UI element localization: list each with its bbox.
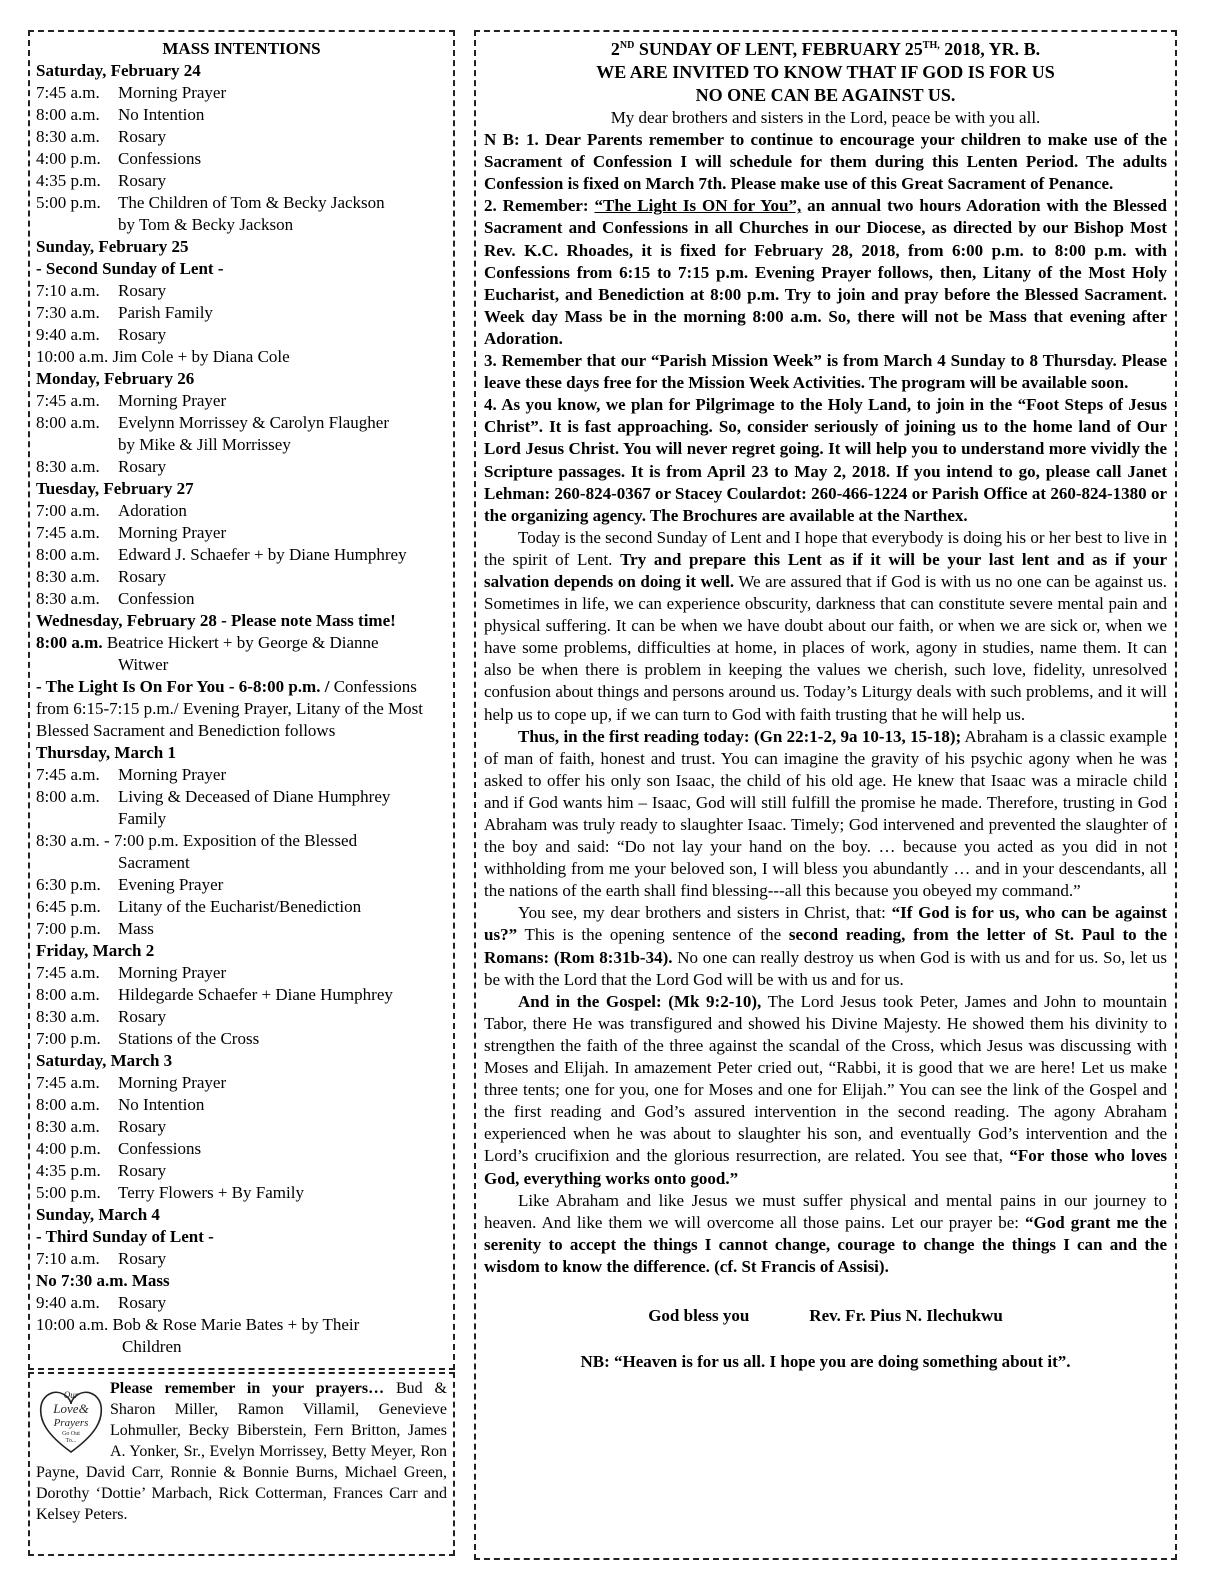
intention-entry: 8:30 a.m. Rosary <box>36 127 167 146</box>
intention-entry: 7:45 a.m. Morning Prayer <box>36 83 227 102</box>
final-note: NB: “Heaven is for us all. I hope you are doing something about it”. <box>580 1351 1071 1371</box>
letter-subtitle: WE ARE INVITED TO KNOW THAT IF GOD IS FOR US <box>596 62 1055 82</box>
intention-entry: 8:30 a.m. Rosary <box>36 567 167 586</box>
intention-entry: 6:45 p.m. Litany of the Eucharist/Benediction <box>36 897 362 916</box>
intention-entry: 8:00 a.m. No Intention <box>36 1095 205 1114</box>
day-heading: Wednesday, February 28 - Please note Mass time! <box>36 611 396 630</box>
prayer-list: Please remember in your prayers… Bud & Sharon Miller, Ramon Villamil, Genevieve Lohmuller, Becky Biberstein, Fern Britton, James A. Yonker, Sr., Evelyn Morrissey, Betty Meyer, Ron Payne, David Carr, Ronnie & Bonnie Burns, Michael Green, Dorothy ‘Dottie’ Marbach, Rick Cotterman, Frances Carr and Kelsey Peters. <box>36 1380 447 1523</box>
intention-entry: 8:00 a.m. No Intention <box>36 105 205 124</box>
intention-entry: 8:30 a.m. Rosary <box>36 457 167 476</box>
svg-text:Go Out: Go Out <box>62 1431 80 1437</box>
intention-entry: 8:00 a.m. Beatrice Hickert + by George & Dianne Witwer <box>36 633 379 674</box>
intention-entry: 7:45 a.m. Morning Prayer <box>36 765 227 784</box>
mass-intentions-title: MASS INTENTIONS <box>162 39 321 58</box>
day-heading: Sunday, February 25 <box>36 237 189 256</box>
intention-entry: 7:45 a.m. Morning Prayer <box>36 963 227 982</box>
intention-entry: 7:00 p.m. Stations of the Cross <box>36 1029 260 1048</box>
prayers-box <box>28 1372 455 1556</box>
intention-entry: 7:45 a.m. Morning Prayer <box>36 1073 227 1092</box>
intention-entry: 8:30 a.m. Rosary <box>36 1117 167 1136</box>
intention-entry: 7:30 a.m. Parish Family <box>36 303 213 322</box>
intention-entry: 8:30 a.m. Rosary <box>36 1007 167 1026</box>
intention-entry: 7:45 a.m. Morning Prayer <box>36 391 227 410</box>
paragraph-second-reading: You see, my dear brothers and sisters in Christ, that: “If God is for us, who can be against us?” This is the opening sentence of the second reading, from the letter of St. Paul to the Romans: (Rom 8:31b-34). No one can really destroy us when God is with us and for us. So, let us be with the Lord that the Lord God will be with us and for us. <box>484 903 1168 989</box>
paragraph-intro: Today is the second Sunday of Lent and I hope that everybody is doing his or her best to live in the spirit of Lent. Try and prepare this Lent as if it will be your last lent and as if your salvation depends on doing it well. We are assured that if God is with us no one can be against us. Sometimes in life, we can experience obscurity, darkness that can constitute severe mental pain and physical suffering. It can be when we have doubt about our faith, or when we are sick or, when we have some problems, difficulties at home, in places of work, agony in studies, name them. It can also be when there is problem in keeping the values we cherish, such love, fidelity, unresolved confusion about things and persons around us. Today’s Liturgy deals with such problems, and it will help us to cope up, if we can turn to God with faith trusting that he will help us. <box>484 527 1168 724</box>
intention-entry: 4:35 p.m. Rosary <box>36 171 167 190</box>
letter-subtitle: NO ONE CAN BE AGAINST US. <box>695 85 956 105</box>
intention-entry: 5:00 p.m. The Children of Tom & Becky Jackson by Tom & Becky Jackson <box>36 193 385 234</box>
day-heading: Friday, March 2 <box>36 941 155 960</box>
intention-entry: 4:00 p.m. Confessions <box>36 1139 202 1158</box>
intention-entry: 7:00 p.m. Mass <box>36 919 154 938</box>
light-is-on-note: - The Light Is On For You - 6-8:00 p.m. / Confessions from 6:15-7:15 p.m./ Evening Prayer, Litany of the Most Blessed Sacrament and Benediction follows <box>36 677 423 740</box>
intention-entry: 10:00 a.m. Jim Cole + by Diana Cole <box>36 347 290 366</box>
notice-3: 3. Remember that our “Parish Mission Week” is from March 4 Sunday to 8 Thursday. Please leave these days free for the Mission Week Activities. The program will be available soon. <box>484 351 1167 393</box>
paragraph-first-reading: Thus, in the first reading today: (Gn 22:1-2, 9a 10-13, 15-18); Abraham is a classic example of man of faith, honest and trust. You can imagine the gravity of his psychic agony when he was asked to offer his only son Isaac, the child of his old age. He knew that Isaac was a miracle child and if God wants him – Isaac, God will still fulfill the promise he made. Therefore, trusting in God Abraham was truly ready to slaughter Isaac. Timely; God intervened and prevented the slaughter of the boy and said: “Do not lay your hand on the boy. … because you acted as you did in not withholding from me your beloved son, I will bless you abundantly … and in your descendants, all the nations of the earth shall find blessing---all this because you obeyed my command.” <box>484 726 1167 901</box>
notice-1: N B: 1. Dear Parents remember to continue to encourage your children to make use of the Sacrament of Confession I will schedule for them during this Lenten Period. The adults Confession is fixed on March 7th. Please make use of this Great Sacrament of Penance. <box>484 130 1167 194</box>
day-heading: Thursday, March 1 <box>36 743 176 762</box>
intention-entry: 9:40 a.m. Rosary <box>36 325 167 344</box>
day-heading: Sunday, March 4 <box>36 1205 160 1224</box>
mass-intentions-box <box>28 30 455 1370</box>
letter-title: 2ND SUNDAY OF LENT, FEBRUARY $25^{TH,}$ 2018, YR. B. <box>610 39 1041 59</box>
day-heading: Saturday, March 3 <box>36 1051 173 1070</box>
svg-text:Prayers: Prayers <box>53 1417 89 1429</box>
intention-entry: 4:00 p.m. Confessions <box>36 149 202 168</box>
intention-entry: 8:30 a.m. - 7:00 p.m. Exposition of the Blessed Sacrament <box>36 831 358 872</box>
day-heading: Saturday, February 24 <box>36 61 201 80</box>
intention-entry: 8:00 a.m. Edward J. Schaefer + by Diane Humphrey <box>36 545 407 564</box>
intention-entry: 7:10 a.m. Rosary <box>36 1249 167 1268</box>
signature: God bless you Rev. Fr. Pius N. Ilechukwu <box>648 1305 1003 1325</box>
intention-entry: 7:45 a.m. Morning Prayer <box>36 523 227 542</box>
paragraph-closing: Like Abraham and like Jesus we must suffer physical and mental pains in our journey to heaven. And like them we will overcome all those pains. Let our prayer be: “God grant me the serenity to accept the things I cannot change, courage to change the things I can and the wisdom to know the difference. (cf. St Francis of Assisi). <box>484 1190 1167 1276</box>
heart-logo-icon <box>36 1382 106 1458</box>
intention-entry: 5:00 p.m. Terry Flowers + By Family <box>36 1183 304 1202</box>
love-and-prayers-logo <box>36 1382 106 1458</box>
intention-entry: 7:00 a.m. Adoration <box>36 501 187 520</box>
no-mass-note: No 7:30 a.m. Mass <box>36 1271 170 1290</box>
intention-entry: 7:10 a.m. Rosary <box>36 281 167 300</box>
intention-entry: 8:30 a.m. Confession <box>36 589 195 608</box>
intention-entry: 6:30 p.m. Evening Prayer <box>36 875 224 894</box>
notice-4: 4. As you know, we plan for Pilgrimage to the Holy Land, to join in the “Foot Steps of Jesus Christ”. It is fast approaching. So, consider seriously of joining us to the home land of Our Lord Jesus Christ. You will never regret going. It will help you to understand more vividly the Scripture passages. It is from April 23 to May 2, 2018. If you intend to go, please call Janet Lehman: 260-824-0367 or Stacey Coulardot: 260-466-1224 or Parish Office at 260-824-1380 or the organizing agency. The Brochures are available at the Narthex. <box>484 395 1167 525</box>
day-subheading: - Third Sunday of Lent - <box>36 1227 214 1246</box>
intention-entry: 9:40 a.m. Rosary <box>36 1293 167 1312</box>
day-heading: Monday, February 26 <box>36 369 195 388</box>
intention-entry: 8:00 a.m. Evelynn Morrissey & Carolyn Flaugher by Mike & Jill Morrissey <box>36 413 390 454</box>
intention-entry: 8:00 a.m. Hildegarde Schaefer + Diane Humphrey <box>36 985 393 1004</box>
day-heading: Tuesday, February 27 <box>36 479 194 498</box>
pastor-letter-box <box>474 30 1177 1560</box>
paragraph-gospel: And in the Gospel: (Mk 9:2-10), The Lord Jesus took Peter, James and John to mountain Tabor, there He was transfigured and showed his Divine Majesty. He showed them his divinity to strengthen the faith of the three against the scandal of the Cross, which Jesus was discussing with Moses and Elijah. In amazement Peter cried out, “Rabbi, it is good that we are here! Let us make three tents; one for you, one for Moses and one for Elijah.” You can see the link of the Gospel and the first reading and God’s assured intervention in the second reading. The agony Abraham experienced when he was about to slaughter his son, and eventually God’s intervention and the Lord’s crucifixion and the glorious resurrection, are related. You see that, “For those who loves God, everything works onto good.” <box>484 991 1168 1188</box>
notice-2: 2. Remember: “The Light Is ON for You”, an annual two hours Adoration with the Blessed Sacrament and Confessions in all Churches in our Diocese, as directed by our Bishop Most Rev. K.C. Rhoades, it is fixed for February 28, 2018, from 6:00 p.m. to 8:00 p.m. with Confessions from 6:15 to 7:15 p.m. Evening Prayer follows, then, Litany of the Most Holy Eucharist, and Benediction at 8:00 p.m. Try to join and pray before the Blessed Sacrament. Week day Mass be in the morning 8:00 a.m. So, there will not be Mass that evening after Adoration. <box>484 196 1167 348</box>
svg-text:To...: To... <box>65 1438 77 1444</box>
greeting: My dear brothers and sisters in the Lord, peace be with you all. <box>610 108 1041 127</box>
intention-entry: 8:00 a.m. Living & Deceased of Diane Humphrey Family <box>36 787 391 828</box>
day-subheading: - Second Sunday of Lent - <box>36 259 224 278</box>
svg-text:Love&: Love& <box>53 1401 89 1416</box>
svg-text:Our: Our <box>63 1390 79 1400</box>
intention-entry: 10:00 a.m. Bob & Rose Marie Bates + by Their Children <box>36 1315 360 1356</box>
intention-entry: 4:35 p.m. Rosary <box>36 1161 167 1180</box>
